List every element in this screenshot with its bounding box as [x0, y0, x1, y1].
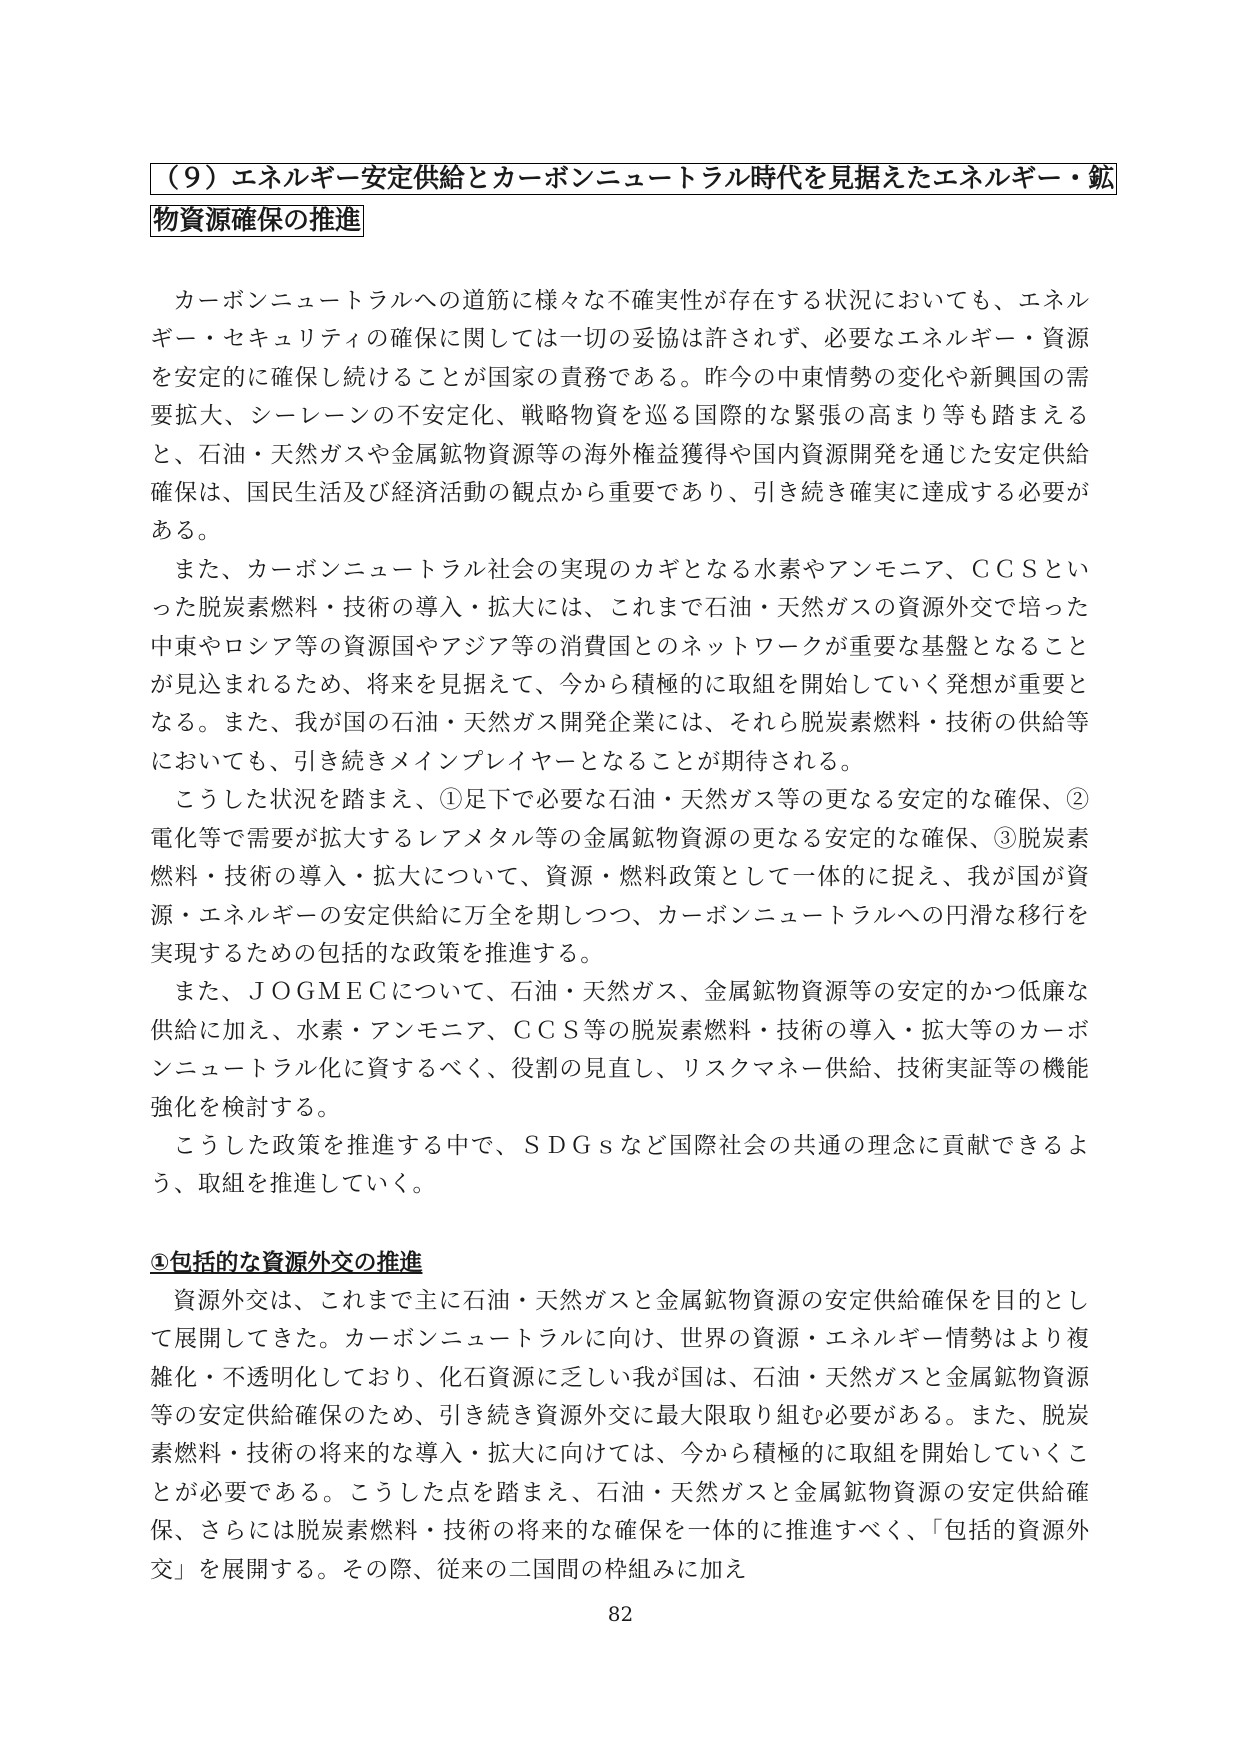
page-number: 82	[607, 1602, 634, 1626]
section-heading-line-1	[150, 160, 1115, 198]
body-paragraph-3: こうした状況を踏まえ、①足下で必要な石油・天然ガス等の更なる安定的な確保、②電化等で需要が拡大するレアメタル等の金属鉱物資源の更なる安定的な確保、③脱炭素燃料・技術の導入・拡大について、資源・燃料政策として一体的に捉え、我が国が資源・エネルギーの安定供給に万全を期しつつ、カーボンニュートラルへの円滑な移行を実現するための包括的な政策を推進する。	[150, 787, 1090, 967]
section-heading	[150, 160, 1115, 240]
body-paragraph-4: また、ＪＯＧＭＥＣについて、石油・天然ガス、金属鉱物資源等の安定的かつ低廉な供給に加え、水素・アンモニア、ＣＣＳ等の脱炭素燃料・技術の導入・拡大等のカーボンニュートラル化に資するべく、役割の見直し、リスクマネー供給、技術実証等の機能強化を検討する。	[150, 979, 1090, 1121]
body-paragraph-1: カーボンニュートラルへの道筋に様々な不確実性が存在する状況においても、エネルギー・セキュリティの確保に関しては一切の妥協は許されず、必要なエネルギー・資源を安定的に確保し続けることが国家の責務である。昨今の中東情勢の変化や新興国の需要拡大、シーレーンの不安定化、戦略物資を巡る国際的な緊張の高まり等も踏まえると、石油・天然ガスや金属鉱物資源等の海外権益獲得や国内資源開発を通じた安定供給確保は、国民生活及び経済活動の観点から重要であり、引き続き確実に達成する必要がある。	[150, 288, 1090, 545]
document-page	[150, 160, 1115, 1589]
section-heading-text-2: 物資源確保の推進	[150, 205, 364, 237]
body-paragraph-2: また、カーボンニュートラル社会の実現のカギとなる水素やアンモニア、ＣＣＳといった脱炭素燃料・技術の導入・拡大には、これまで石油・天然ガスの資源外交で培った中東やロシア等の資源国やアジア等の消費国とのネットワークが重要な基盤となることが見込まれるため、将来を見据えて、今から積極的に取組を開始していく発想が重要となる。また、我が国の石油・天然ガス開発企業には、それら脱炭素燃料・技術の供給等においても、引き続きメインプレイヤーとなることが期待される。	[150, 556, 1090, 775]
section-heading-line-2	[150, 202, 1090, 240]
section-heading-text-1: （９）エネルギー安定供給とカーボンニュートラル時代を見据えたエネルギー・鉱	[150, 163, 1117, 195]
subsection-heading: ①包括的な資源外交の推進	[150, 1249, 423, 1276]
body-paragraph-5: こうした政策を推進する中で、ＳＤＧｓなど国際社会の共通の理念に貢献できるよう、取組を推進していく。	[150, 1132, 1090, 1198]
subsection-paragraph-1: 資源外交は、これまで主に石油・天然ガスと金属鉱物資源の安定供給確保を目的として展開してきた。カーボンニュートラルに向け、世界の資源・エネルギー情勢はより複雑化・不透明化しており、化石資源に乏しい我が国は、石油・天然ガスと金属鉱物資源等の安定供給確保のため、引き続き資源外交に最大限取り組む必要がある。また、脱炭素燃料・技術の将来的な導入・拡大に向けては、今から積極的に取組を開始していくことが必要である。こうした点を踏まえ、石油・天然ガスと金属鉱物資源の安定供給確保、さらには脱炭素燃料・技術の将来的な確保を一体的に推進すべく、「包括的資源外交」を展開する。その際、従来の二国間の枠組みに加え	[150, 1287, 1090, 1583]
